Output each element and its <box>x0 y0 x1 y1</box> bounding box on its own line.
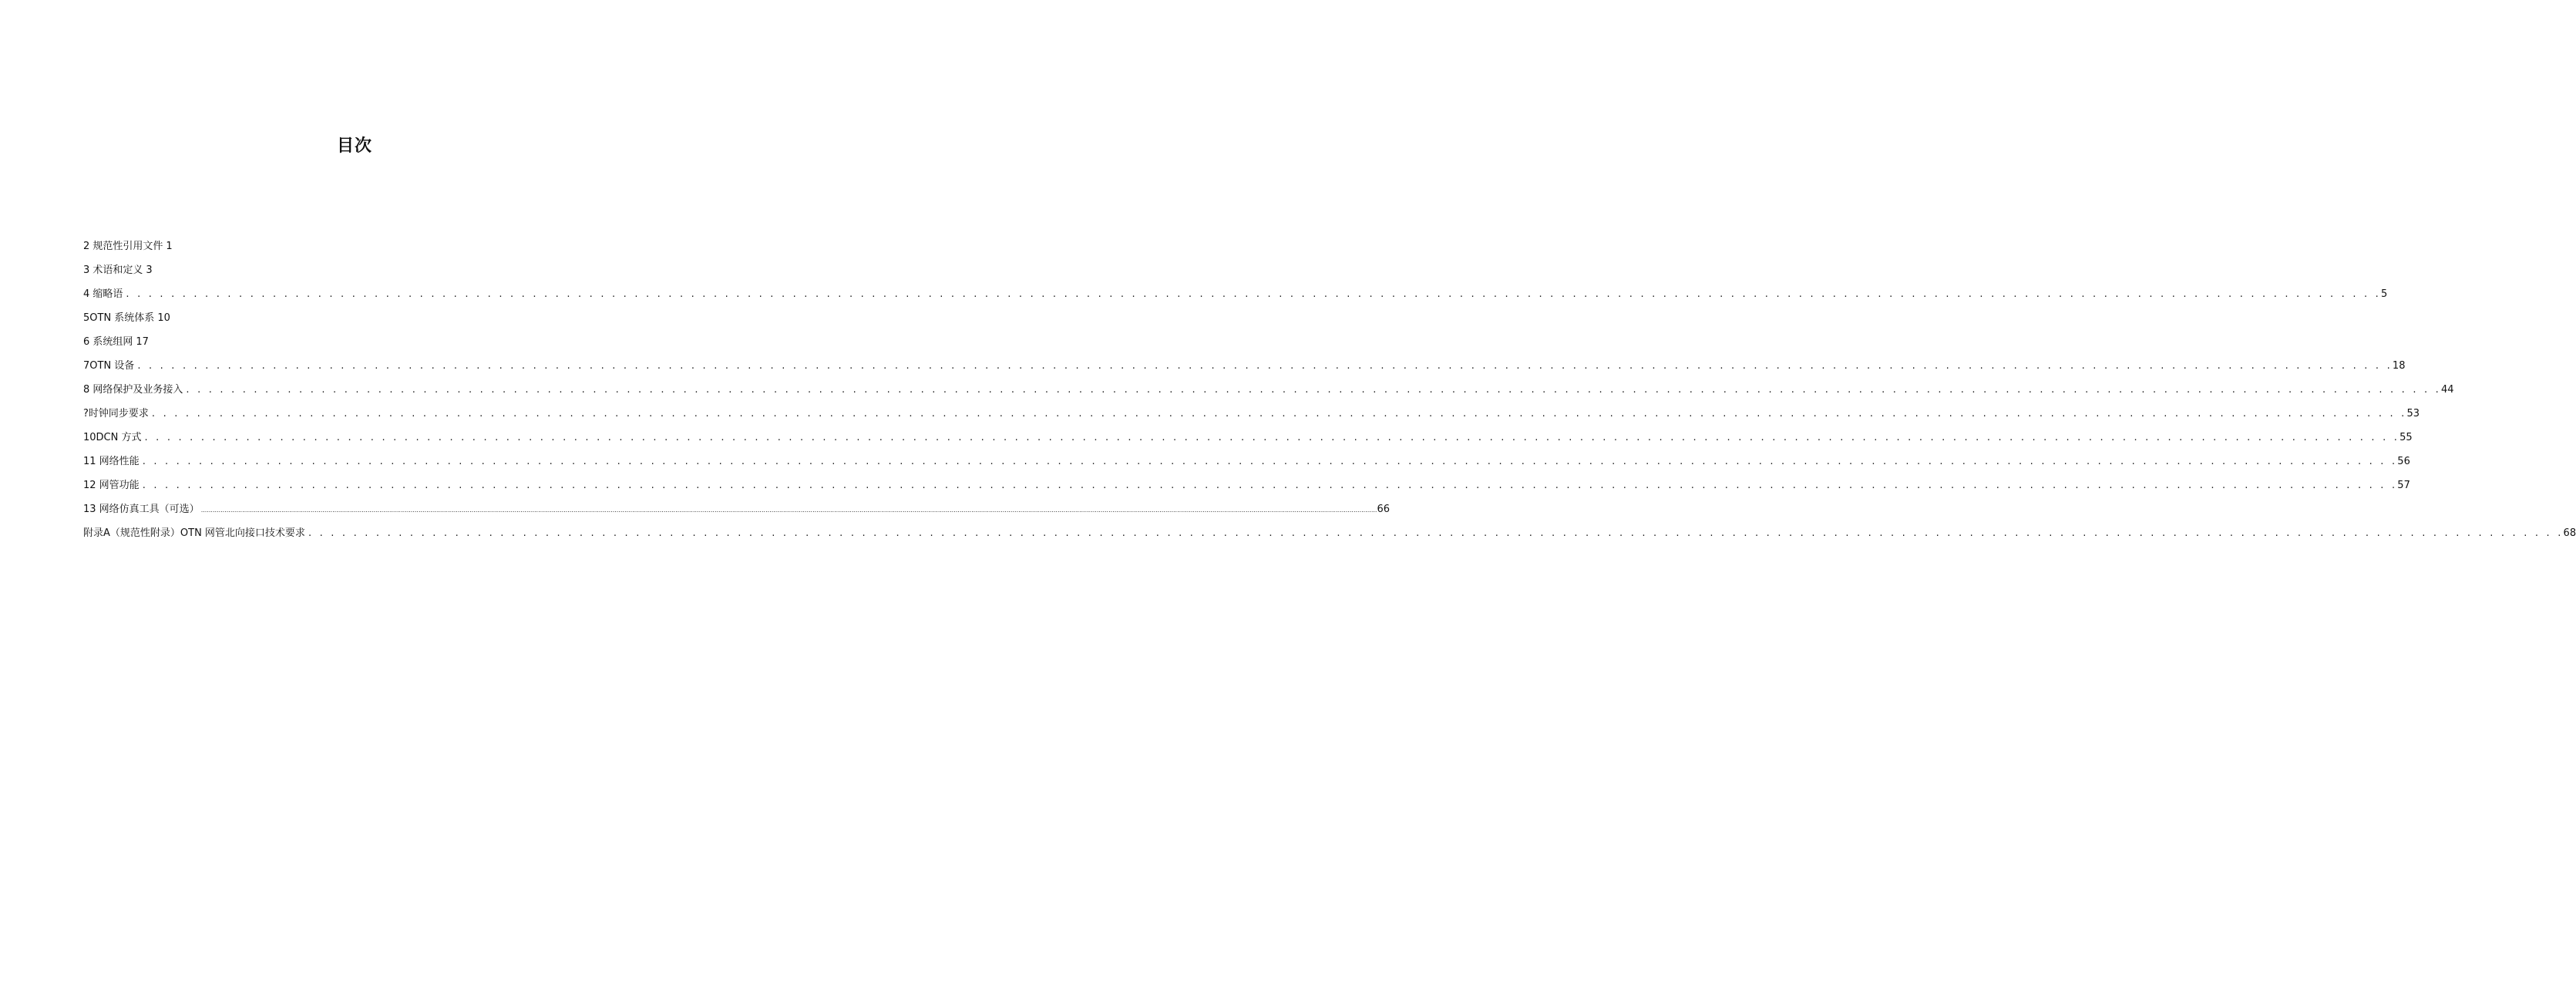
toc-entry-label: 3 术语和定义 <box>83 264 143 276</box>
page-title: 目次 <box>336 136 372 156</box>
toc-dot-leader: . . . . . . . . . . . . . . . . . . . . . . . . . . . . . . . . . . . . . . . . . . . . . . . . . . . . . . . . . . . . . . . . . . . . . . . . . . . . . . . . . . . . . . . . . . . . . . . . . . . . . . . . . . . . . . . . . . . . . . . . . . . . . . . . . . . . . . . . . . . . . . . . . . . . . . . . . . . . . . . . . . . . . . . . . . . . . . . . . . . . . . . . . . . . . . . . . . . . . . . . <box>142 480 2398 491</box>
toc-entry[interactable] <box>83 263 640 287</box>
toc-dot-leader: . . . . . . . . . . . . . . . . . . . . . . . . . . . . . . . . . . . . . . . . . . . . . . . . . . . . . . . . . . . . . . . . . . . . . . . . . . . . . . . . . . . . . . . . . . . . . . . . . . . . . . . . . . . . . . . . . . . . . . . . . . . . . . . . . . . . . . . . . . . . . . . . . . . . . . . . . . . . . . . . . . . . . . . . . . . . . . . . . . . . . . . . . . . . . . . . . . . . . . . . <box>126 288 2382 300</box>
toc-entry-page: 3 <box>146 264 153 276</box>
toc-entry[interactable] <box>83 335 640 359</box>
toc-entry[interactable] <box>83 287 2388 311</box>
toc-entry-label: 12 网管功能 <box>83 480 140 491</box>
toc-entry[interactable] <box>83 311 640 335</box>
toc-dot-leader: . . . . . . . . . . . . . . . . . . . . . . . . . . . . . . . . . . . . . . . . . . . . . . . . . . . . . . . . . . . . . . . . . . . . . . . . . . . . . . . . . . . . . . . . . . . . . . . . . . . . . . . . . . . . . . . . . . . . . . . . . . . . . . . . . . . . . . . . . . . . . . . . . . . . . . . . . . . . . . . . . . . . . . . . . . . . . . . . . . . . . . . . . . . . . . . . . . . . . . . . <box>151 408 2407 419</box>
toc-entry[interactable] <box>83 454 2410 478</box>
toc-entry-label: 10DCN 方式 <box>83 432 142 443</box>
toc-entry[interactable] <box>83 406 2420 430</box>
toc-dot-leader: ........................................................................................................................................................................................................................................................................................................................................................................................................................................................................................................................................................................................................................ <box>200 507 1377 514</box>
toc-entry-page: 55 <box>2399 432 2413 443</box>
toc-entry-page: 10 <box>157 312 170 324</box>
toc-entry-page: 66 <box>1377 504 1391 515</box>
table-of-contents <box>83 239 2576 550</box>
toc-entry-page: 5 <box>2381 288 2388 300</box>
toc-entry-label: 11 网络性能 <box>83 456 140 467</box>
toc-entry[interactable] <box>83 239 640 263</box>
toc-dot-leader: . . . . . . . . . . . . . . . . . . . . . . . . . . . . . . . . . . . . . . . . . . . . . . . . . . . . . . . . . . . . . . . . . . . . . . . . . . . . . . . . . . . . . . . . . . . . . . . . . . . . . . . . . . . . . . . . . . . . . . . . . . . . . . . . . . . . . . . . . . . . . . . . . . . . . . . . . . . . . . . . . . . . . . . . . . . . . . . . . . . . . . . . . . . . . . . . . . . . . . . . <box>186 384 2442 396</box>
toc-entry[interactable] <box>83 430 2413 454</box>
toc-entry[interactable] <box>83 502 1391 526</box>
toc-entry[interactable] <box>83 359 2406 382</box>
toc-entry-label: 2 规范性引用文件 <box>83 241 163 252</box>
toc-dot-leader: . . . . . . . . . . . . . . . . . . . . . . . . . . . . . . . . . . . . . . . . . . . . . . . . . . . . . . . . . . . . . . . . . . . . . . . . . . . . . . . . . . . . . . . . . . . . . . . . . . . . . . . . . . . . . . . . . . . . . . . . . . . . . . . . . . . . . . . . . . . . . . . . . . . . . . . . . . . . . . . . . . . . . . . . . . . . . . . . . . . . . . . . . . . . . . . . . . . . . . . . <box>308 527 2564 539</box>
toc-entry[interactable] <box>83 382 2454 406</box>
toc-entry-label: 6 系统组网 <box>83 336 133 348</box>
toc-dot-leader: . . . . . . . . . . . . . . . . . . . . . . . . . . . . . . . . . . . . . . . . . . . . . . . . . . . . . . . . . . . . . . . . . . . . . . . . . . . . . . . . . . . . . . . . . . . . . . . . . . . . . . . . . . . . . . . . . . . . . . . . . . . . . . . . . . . . . . . . . . . . . . . . . . . . . . . . . . . . . . . . . . . . . . . . . . . . . . . . . . . . . . . . . . . . . . . . . . . . . . . . <box>137 360 2393 372</box>
toc-entry-label: 5OTN 系统体系 <box>83 312 155 324</box>
toc-entry-page: 1 <box>166 241 173 252</box>
toc-entry-page: 44 <box>2441 384 2454 396</box>
toc-entry-label: ?时钟同步要求 <box>83 408 149 419</box>
toc-entry-page: 53 <box>2406 408 2420 419</box>
toc-entry-label: 4 缩略语 <box>83 288 123 300</box>
toc-entry[interactable] <box>83 526 2576 550</box>
toc-entry-label: 8 网络保护及业务接入 <box>83 384 183 396</box>
toc-entry-page: 18 <box>2392 360 2406 372</box>
toc-entry-label: 附录A（规范性附录）OTN 网管北向接口技术要求 <box>83 527 305 539</box>
toc-entry-page: 56 <box>2397 456 2410 467</box>
toc-dot-leader: . . . . . . . . . . . . . . . . . . . . . . . . . . . . . . . . . . . . . . . . . . . . . . . . . . . . . . . . . . . . . . . . . . . . . . . . . . . . . . . . . . . . . . . . . . . . . . . . . . . . . . . . . . . . . . . . . . . . . . . . . . . . . . . . . . . . . . . . . . . . . . . . . . . . . . . . . . . . . . . . . . . . . . . . . . . . . . . . . . . . . . . . . . . . . . . . . . . . . . . . <box>144 432 2400 443</box>
toc-entry-label: 13 网络仿真工具（可选） <box>83 504 200 515</box>
toc-entry-label: 7OTN 设备 <box>83 360 135 372</box>
toc-dot-leader: . . . . . . . . . . . . . . . . . . . . . . . . . . . . . . . . . . . . . . . . . . . . . . . . . . . . . . . . . . . . . . . . . . . . . . . . . . . . . . . . . . . . . . . . . . . . . . . . . . . . . . . . . . . . . . . . . . . . . . . . . . . . . . . . . . . . . . . . . . . . . . . . . . . . . . . . . . . . . . . . . . . . . . . . . . . . . . . . . . . . . . . . . . . . . . . . . . . . . . . . <box>142 456 2398 467</box>
toc-entry[interactable] <box>83 478 2410 502</box>
toc-entry-page: 17 <box>136 336 149 348</box>
toc-entry-page: 68 <box>2563 527 2576 539</box>
toc-entry-page: 57 <box>2397 480 2410 491</box>
